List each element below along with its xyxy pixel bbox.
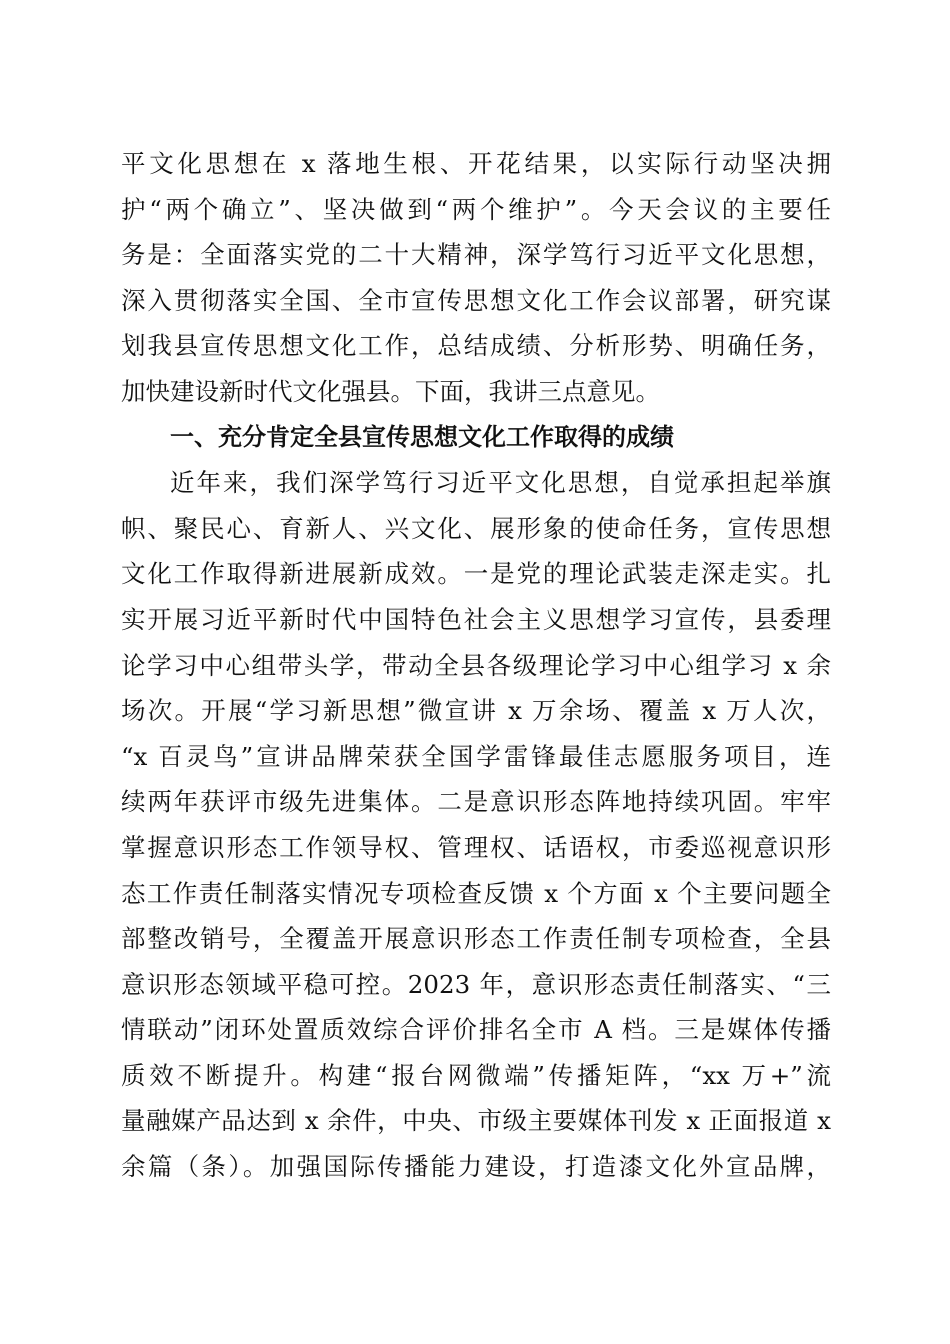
text-line: 平文化思想在 x 落地生根、开花结果，以实际行动坚决拥 [121, 149, 831, 178]
text-line: 务是：全面落实党的二十大精神，深学笃行习近平文化思想， [121, 240, 831, 270]
text-line: 场次。开展“学习新思想”微宣讲 x 万余场、覆盖 x 万人次， [121, 696, 831, 726]
text-line: 续两年获评市级先进集体。二是意识形态阵地持续巩固。牢牢 [121, 787, 831, 817]
text-line: 部整改销号，全覆盖开展意识形态工作责任制专项检查，全县 [121, 924, 831, 954]
text-line: 意识形态领域平稳可控。2023 年，意识形态责任制落实、“三 [121, 969, 831, 999]
text-line: 文化工作取得新进展新成效。一是党的理论武装走深走实。扎 [121, 559, 831, 589]
document-body [121, 141, 831, 1190]
text-line: 近年来，我们深学笃行习近平文化思想，自觉承担起举旗 [170, 468, 831, 498]
text-line: 情联动”闭环处置质效综合评价排名全市 A 档。三是媒体传播 [121, 1015, 831, 1045]
text-line: 态工作责任制落实情况专项检查反馈 x 个方面 x 个主要问题全 [121, 878, 831, 908]
text-line: 余篇（条）。加强国际传播能力建设，打造漆文化外宣品牌， [121, 1152, 831, 1182]
text-line: 护“两个确立”、坚决做到“两个维护”。今天会议的主要任 [121, 194, 831, 224]
text-line: 论学习中心组带头学，带动全县各级理论学习中心组学习 x 余 [121, 650, 831, 680]
text-line: 帜、聚民心、育新人、兴文化、展形象的使命任务，宣传思想 [121, 513, 831, 543]
text-line: 质效不断提升。构建“报台网微端”传播矩阵，“xx 万+”流 [121, 1060, 831, 1090]
text-line: 划我县宣传思想文化工作，总结成绩、分析形势、明确任务， [121, 331, 831, 361]
section-heading: 一、充分肯定全县宣传思想文化工作取得的成绩 [170, 422, 674, 451]
text-line: 实开展习近平新时代中国特色社会主义思想学习宣传，县委理 [121, 604, 831, 634]
text-line: 深入贯彻落实全国、全市宣传思想文化工作会议部署，研究谋 [121, 285, 831, 315]
text-line: 量融媒产品达到 x 余件，中央、市级主要媒体刊发 x 正面报道 x [121, 1106, 831, 1136]
text-line: 加快建设新时代文化强县。下面，我讲三点意见。 [121, 376, 660, 406]
text-line: “x 百灵鸟”宣讲品牌荣获全国学雷锋最佳志愿服务项目，连 [121, 741, 831, 771]
text-line: 掌握意识形态工作领导权、管理权、话语权，市委巡视意识形 [121, 832, 831, 862]
